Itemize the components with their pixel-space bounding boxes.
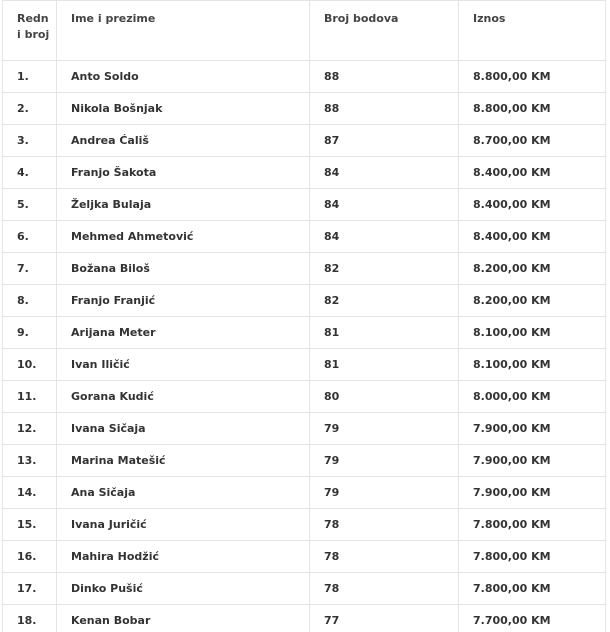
cell-rank: 18. xyxy=(3,605,57,632)
cell-name: Anto Soldo xyxy=(57,61,310,93)
table-row xyxy=(3,381,606,413)
cell-amount: 8.200,00 KM xyxy=(459,285,606,317)
header-name: Ime i prezime xyxy=(57,1,310,61)
cell-amount: 8.400,00 KM xyxy=(459,189,606,221)
table-row xyxy=(3,125,606,157)
cell-amount: 8.100,00 KM xyxy=(459,317,606,349)
table-row xyxy=(3,317,606,349)
table-row xyxy=(3,157,606,189)
cell-points: 79 xyxy=(310,413,459,445)
cell-name: Ana Sičaja xyxy=(57,477,310,509)
cell-amount: 8.400,00 KM xyxy=(459,221,606,253)
cell-amount: 8.800,00 KM xyxy=(459,61,606,93)
cell-points: 88 xyxy=(310,93,459,125)
cell-name: Arijana Meter xyxy=(57,317,310,349)
cell-rank: 16. xyxy=(3,541,57,573)
table-body xyxy=(3,61,606,632)
cell-points: 81 xyxy=(310,317,459,349)
cell-name: Ivana Sičaja xyxy=(57,413,310,445)
cell-rank: 3. xyxy=(3,125,57,157)
cell-rank: 12. xyxy=(3,413,57,445)
cell-amount: 8.200,00 KM xyxy=(459,253,606,285)
table-row xyxy=(3,445,606,477)
cell-points: 79 xyxy=(310,477,459,509)
header-row xyxy=(3,1,606,61)
cell-points: 78 xyxy=(310,509,459,541)
table-row xyxy=(3,61,606,93)
cell-name: Franjo Franjić xyxy=(57,285,310,317)
cell-points: 77 xyxy=(310,605,459,632)
table-row xyxy=(3,413,606,445)
cell-name: Gorana Kudić xyxy=(57,381,310,413)
table-row xyxy=(3,189,606,221)
cell-name: Željka Bulaja xyxy=(57,189,310,221)
cell-amount: 8.700,00 KM xyxy=(459,125,606,157)
cell-points: 84 xyxy=(310,221,459,253)
cell-amount: 7.700,00 KM xyxy=(459,605,606,632)
cell-name: Ivana Juričić xyxy=(57,509,310,541)
cell-amount: 7.800,00 KM xyxy=(459,541,606,573)
cell-name: Ivan Iličić xyxy=(57,349,310,381)
cell-points: 78 xyxy=(310,541,459,573)
cell-rank: 9. xyxy=(3,317,57,349)
cell-rank: 8. xyxy=(3,285,57,317)
cell-points: 88 xyxy=(310,61,459,93)
cell-name: Franjo Šakota xyxy=(57,157,310,189)
cell-name: Nikola Bošnjak xyxy=(57,93,310,125)
cell-points: 84 xyxy=(310,189,459,221)
table-row xyxy=(3,477,606,509)
table-row xyxy=(3,605,606,632)
cell-name: Marina Matešić xyxy=(57,445,310,477)
cell-rank: 11. xyxy=(3,381,57,413)
cell-amount: 7.800,00 KM xyxy=(459,573,606,605)
cell-name: Mehmed Ahmetović xyxy=(57,221,310,253)
table-row xyxy=(3,541,606,573)
cell-amount: 8.800,00 KM xyxy=(459,93,606,125)
table-row xyxy=(3,509,606,541)
cell-rank: 10. xyxy=(3,349,57,381)
cell-rank: 17. xyxy=(3,573,57,605)
header-rank: Redn i broj xyxy=(3,1,57,61)
cell-amount: 7.900,00 KM xyxy=(459,445,606,477)
cell-name: Kenan Bobar xyxy=(57,605,310,632)
cell-name: Andrea Ćališ xyxy=(57,125,310,157)
table-row xyxy=(3,253,606,285)
table-header xyxy=(3,1,606,61)
table-row xyxy=(3,573,606,605)
cell-amount: 8.000,00 KM xyxy=(459,381,606,413)
cell-amount: 7.900,00 KM xyxy=(459,477,606,509)
cell-rank: 6. xyxy=(3,221,57,253)
results-table xyxy=(2,0,606,632)
cell-name: Dinko Pušić xyxy=(57,573,310,605)
cell-rank: 1. xyxy=(3,61,57,93)
table-row xyxy=(3,349,606,381)
cell-points: 82 xyxy=(310,253,459,285)
cell-rank: 13. xyxy=(3,445,57,477)
cell-points: 81 xyxy=(310,349,459,381)
cell-name: Mahira Hodžić xyxy=(57,541,310,573)
cell-points: 80 xyxy=(310,381,459,413)
cell-amount: 7.800,00 KM xyxy=(459,509,606,541)
cell-amount: 7.900,00 KM xyxy=(459,413,606,445)
cell-rank: 7. xyxy=(3,253,57,285)
cell-rank: 2. xyxy=(3,93,57,125)
cell-points: 82 xyxy=(310,285,459,317)
cell-amount: 8.400,00 KM xyxy=(459,157,606,189)
table-row xyxy=(3,93,606,125)
cell-points: 87 xyxy=(310,125,459,157)
table-row xyxy=(3,285,606,317)
cell-rank: 5. xyxy=(3,189,57,221)
cell-rank: 14. xyxy=(3,477,57,509)
cell-points: 79 xyxy=(310,445,459,477)
cell-points: 78 xyxy=(310,573,459,605)
cell-amount: 8.100,00 KM xyxy=(459,349,606,381)
table-row xyxy=(3,221,606,253)
header-amount: Iznos xyxy=(459,1,606,61)
header-points: Broj bodova xyxy=(310,1,459,61)
cell-rank: 15. xyxy=(3,509,57,541)
cell-rank: 4. xyxy=(3,157,57,189)
cell-name: Božana Biloš xyxy=(57,253,310,285)
cell-points: 84 xyxy=(310,157,459,189)
